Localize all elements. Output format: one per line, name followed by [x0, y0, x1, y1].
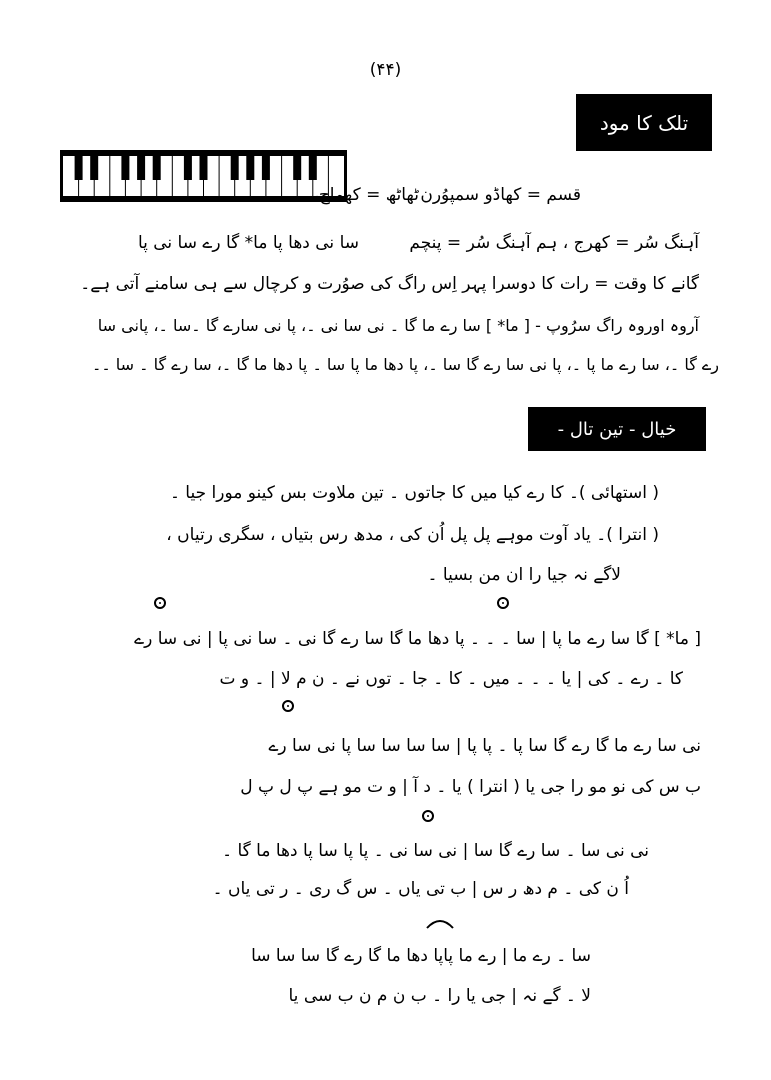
notation-swar-2: نی سا رے ما گا رے گا سا پا ۔ پا پا | سا سا سا سا پا نی سا رے [268, 736, 701, 756]
piano-black-key [121, 156, 129, 180]
arohi-line-1: آروہ اوروہ راگ سرُوپ - [ ما* ] سا رے ما گا ۔ نی سا نی ۔، پا نی سارے گا ۔سا ۔، پانی سا [97, 316, 699, 335]
piano-black-key [137, 156, 145, 180]
piano-black-key [184, 156, 192, 180]
beat-marker [154, 597, 166, 609]
piano-black-key [262, 156, 270, 180]
notation-swar-3: نی نی سا ۔ سا رے گا سا | نی سا نی ۔ پا پا سا پا دھا ما گا ۔ [222, 841, 649, 861]
lyrics-antra-2: لاگے نہ جیا را ان من بسیا ۔ [427, 565, 621, 585]
time-text: گانے کا وقت = رات کا دوسرا پہر اِس راگ کی صوُرت و کرچال سے ہی سامنے آتی ہے۔ [80, 274, 699, 294]
page-title: تلک کا مود [576, 94, 712, 151]
piano-black-key [246, 156, 254, 180]
beat-marker [282, 700, 294, 712]
piano-black-key [200, 156, 208, 180]
piano-key-divider [219, 156, 220, 196]
piano-black-key [75, 156, 83, 180]
notation-bol-2: ب س کی نو مو را جی یا ( انترا ) یا ۔ د آ | و ت مو ہے پ ل پ ل [240, 777, 701, 797]
piano-black-key [153, 156, 161, 180]
piano-key-divider [109, 156, 110, 196]
piano-black-key [309, 156, 317, 180]
qism-text: قسم = کھاڈو سمپوُرن [420, 185, 581, 205]
piano-black-key [231, 156, 239, 180]
arohi-line-2: رے گا ۔، سا رے ما پا ۔، پا نی سا رے گا سا ۔، پا دھا ما پا سا ۔ پا دھا ما گا ۔، سا رے گا ۔ سا ۔۔ [91, 355, 719, 374]
piano-key-divider [281, 156, 282, 196]
notation-bol-3: اُ ن کی ۔ م دھ ر س | ب تی یاں ۔ س گ ری ۔ ر تی یاں ۔ [212, 879, 629, 899]
section-title: خیال - تین تال - [528, 407, 706, 451]
piano-key-divider [172, 156, 173, 196]
lyrics-antra-1: ( انترا )۔ یاد آوت موہے پل پل اُن کی ، مدھ رس بتیاں ، سگری رتیاں ، [166, 525, 659, 545]
beat-marker [497, 597, 509, 609]
slur-arc-icon [425, 914, 455, 930]
piano-keyboard-icon [60, 150, 347, 202]
beat-marker [422, 810, 434, 822]
ahang-notes: سا نی دھا پا ما* گا رے سا نی پا [137, 233, 359, 253]
notation-swar-4: سا ۔ رے ما | رے ما پاپا دھا ما گا رے گا سا سا سا [251, 946, 591, 966]
thaat-text: ٹھاٹھ = کھماج، [313, 185, 419, 205]
piano-black-key [90, 156, 98, 180]
notation-bol-4: لا ۔ گے نہ | جی یا را ۔ ب ن م ن ب سی یا [288, 986, 591, 1006]
lyrics-sthai: ( استھائی )۔ کا رے کیا میں کا جاتوں ۔ تین ملاوت بس کینو مورا جیا ۔ [169, 483, 659, 503]
ahang-text: آہنگ سُر = کھرج ، ہم آہنگ سُر = پنچم [409, 233, 699, 253]
piano-black-key [293, 156, 301, 180]
notation-swar-1: [ ما* ] گا سا رے ما پا | سا ۔ ۔ ۔ پا دھا ما گا سا رے گا نی ۔ سا نی پا | نی سا رے [134, 629, 701, 649]
notation-bol-1: کا ۔ رے ۔ کی | یا ۔ ۔ ۔ میں ۔ کا ۔ جا ۔ توں نے ۔ ن م لا | ۔ و ت [219, 669, 683, 689]
page-number: (۴۴) [369, 60, 402, 80]
